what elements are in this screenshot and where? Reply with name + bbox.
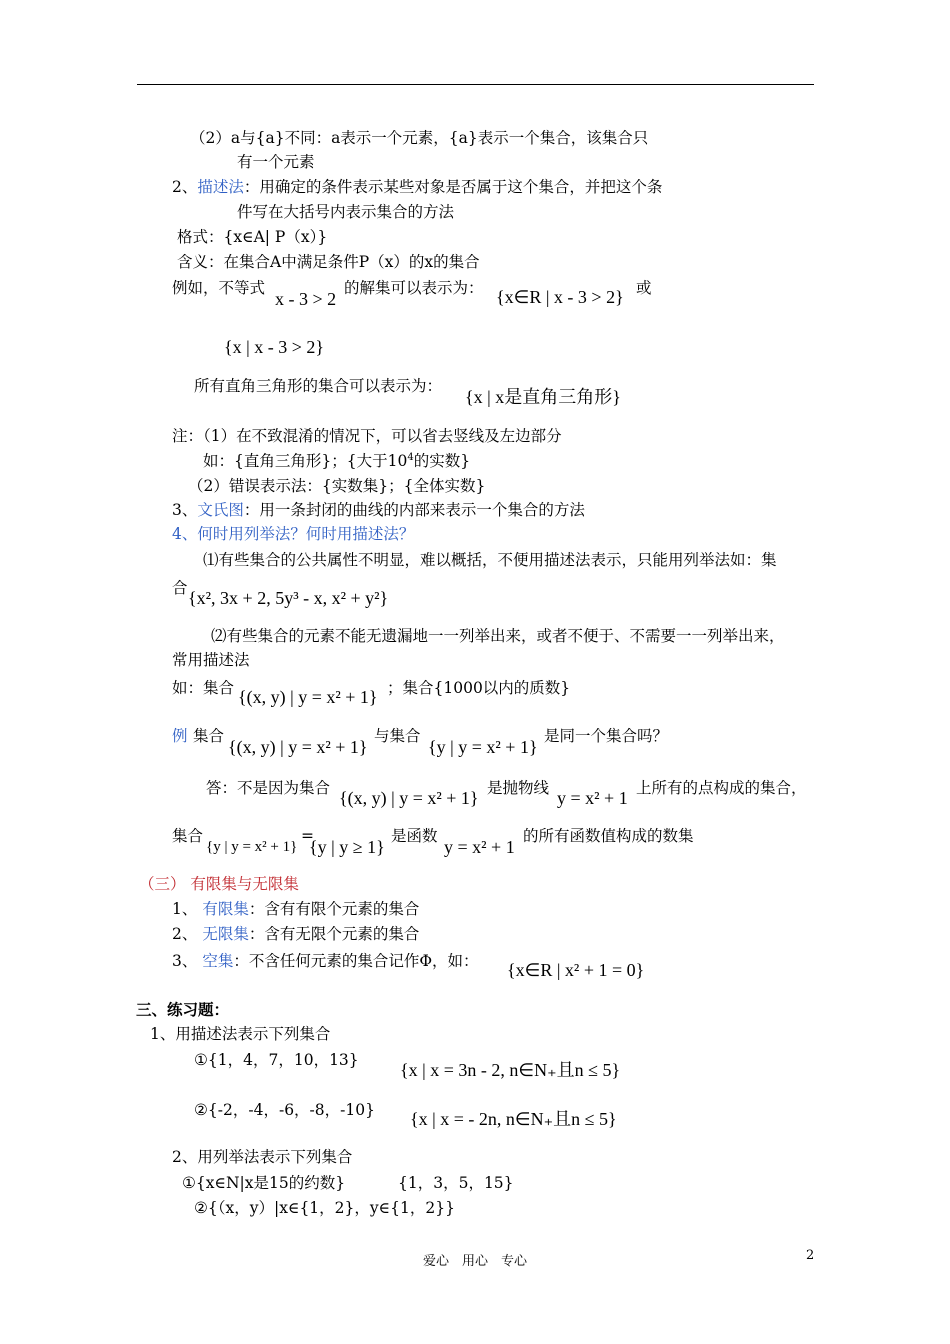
empty-text: ：不含任何元素的集合记作Φ，如： <box>233 952 479 970</box>
finite-text: ：含有有限个元素的集合 <box>248 900 420 918</box>
exercise-heading: 三、练习题： <box>136 1000 230 1019</box>
infinite-line <box>172 924 419 944</box>
answer-middle: 是抛物线 <box>487 779 550 797</box>
section-3-title: （三） 有限集与无限集 <box>139 875 299 893</box>
exercise-1: 1、用描述法表示下列集合 <box>150 1025 331 1043</box>
triangle-text: 所有直角三角形的集合可以表示为： <box>194 377 443 395</box>
answer-2-set-2: {y | y ≥ 1} <box>309 837 385 857</box>
when-2-example-suffix: ；集合{1000以内的质数} <box>387 679 571 697</box>
venn-text: ：用一条封闭的曲线的内部来表示一个集合的方法 <box>243 501 585 519</box>
exercise-2-b: ②{（x，y）|x∈{1，2}，y∈{1，2}} <box>194 1199 455 1217</box>
meaning-line: 含义：在集合A中满足条件P（x）的x的集合 <box>177 253 480 271</box>
note-1-example-exponent: 4 <box>407 451 414 463</box>
description-number: 2、 <box>172 178 198 196</box>
example-or: 或 <box>636 279 652 297</box>
answer-2-suffix: 的所有函数值构成的数集 <box>523 827 694 845</box>
infinite-number: 2、 <box>172 925 198 943</box>
answer-2-equation: y = x² + 1 <box>444 837 515 857</box>
infinite-text: ：含有无限个元素的集合 <box>248 925 420 943</box>
when-1-prefix: 合 <box>172 579 188 597</box>
answer-2-middle: 是函数 <box>391 827 438 845</box>
example-middle: 的解集可以表示为： <box>344 279 484 297</box>
question-middle: 与集合 <box>374 727 421 745</box>
note-1-example-suffix: 的实数} <box>413 452 471 470</box>
note-a-vs-set: （2）a与{a}不同：a表示一个元素，{a}表示一个集合，该集合只 <box>190 129 649 147</box>
when-2-example-set: {(x, y) | y = x² + 1} <box>238 687 378 707</box>
empty-term: 空集 <box>202 952 234 970</box>
note-1-example-text: 如：{直角三角形}；{大于10 <box>203 452 408 470</box>
finite-line <box>172 899 419 919</box>
description-method-text-cont: 件写在大括号内表示集合的方法 <box>237 203 455 221</box>
exercise-1-b-answer: {x | x = - 2n, n∈N₊且n ≤ 5} <box>410 1109 617 1129</box>
empty-set-example: {x∈R | x² + 1 = 0} <box>507 960 645 980</box>
exercise-2-a: ①{x∈N|x是15的约数} <box>182 1174 346 1192</box>
when-2: ⑵有些集合的元素不能无遗漏地一一列举出来，或者不便于、不需要一一列举出来， <box>211 627 785 645</box>
finite-term: 有限集 <box>202 900 249 918</box>
note-1: 注：（1）在不致混淆的情况下，可以省去竖线及左边部分 <box>172 427 562 445</box>
when-1: ⑴有些集合的公共属性不明显，难以概括，不便用描述法表示，只能用列举法如：集 <box>203 551 777 569</box>
answer-2-set: {y | y = x² + 1} <box>206 839 298 855</box>
exercise-1-a: ①{1，4，7，10，13} <box>194 1051 359 1069</box>
when-2-example-prefix: 如：集合 <box>172 679 235 697</box>
example-prefix: 例如，不等式 <box>172 279 266 297</box>
note-1-example <box>203 451 470 471</box>
answer-2-prefix: 集合 <box>172 827 204 845</box>
venn-number: 3、 <box>172 501 198 519</box>
example-inequality: x - 3 > 2 <box>275 289 337 309</box>
answer-set: {(x, y) | y = x² + 1} <box>339 788 479 808</box>
venn-term: 文氏图 <box>197 501 244 519</box>
note-a-vs-set-cont: 有一个元素 <box>237 153 315 171</box>
exercise-2-a-answer: {1，3，5，15} <box>398 1174 514 1192</box>
description-method-text: ：用确定的条件表示某些对象是否属于这个集合，并把这个条 <box>243 178 663 196</box>
answer-equation: y = x² + 1 <box>557 788 628 808</box>
description-method-term: 描述法 <box>197 178 244 196</box>
when-2-cont: 常用描述法 <box>172 651 250 669</box>
infinite-term: 无限集 <box>202 925 249 943</box>
question-set-2: {y | y = x² + 1} <box>428 737 538 757</box>
when-heading: 4、何时用列举法？何时用描述法？ <box>172 525 415 543</box>
finite-number: 1、 <box>172 900 198 918</box>
empty-set-line <box>172 951 479 971</box>
note-2: （2）错误表示法：{实数集}；{全体实数} <box>188 477 486 495</box>
question-label: 例 <box>172 727 188 745</box>
example-set-2: {x | x - 3 > 2} <box>224 337 325 357</box>
exercise-1-b: ②{-2，-4，-6，-8，-10} <box>194 1101 375 1119</box>
footer-text: 爱心 用心 专心 <box>422 1254 527 1269</box>
example-set-1: {x∈R | x - 3 > 2} <box>496 287 624 307</box>
exercise-2: 2、用列举法表示下列集合 <box>172 1148 353 1166</box>
exercise-1-a-answer: {x | x = 3n - 2, n∈N₊且n ≤ 5} <box>400 1060 621 1080</box>
header-rule <box>137 84 814 85</box>
description-method-line <box>172 177 662 197</box>
answer-suffix: 上所有的点构成的集合， <box>636 779 807 797</box>
answer-2-equals: = <box>301 827 314 845</box>
format-line: 格式：{x∈A| P（x）} <box>177 228 328 246</box>
question-set-1: {(x, y) | y = x² + 1} <box>228 737 368 757</box>
triangle-set: {x | x是直角三角形} <box>465 387 621 407</box>
when-1-set: {x², 3x + 2, 5y³ - x, x² + y²} <box>188 588 389 608</box>
question-suffix: 是同一个集合吗？ <box>544 727 669 745</box>
question-prefix: 集合 <box>193 727 225 745</box>
page-number: 2 <box>806 1248 815 1263</box>
venn-line <box>172 500 585 520</box>
empty-number: 3、 <box>172 952 198 970</box>
answer-prefix: 答：不是因为集合 <box>206 779 331 797</box>
